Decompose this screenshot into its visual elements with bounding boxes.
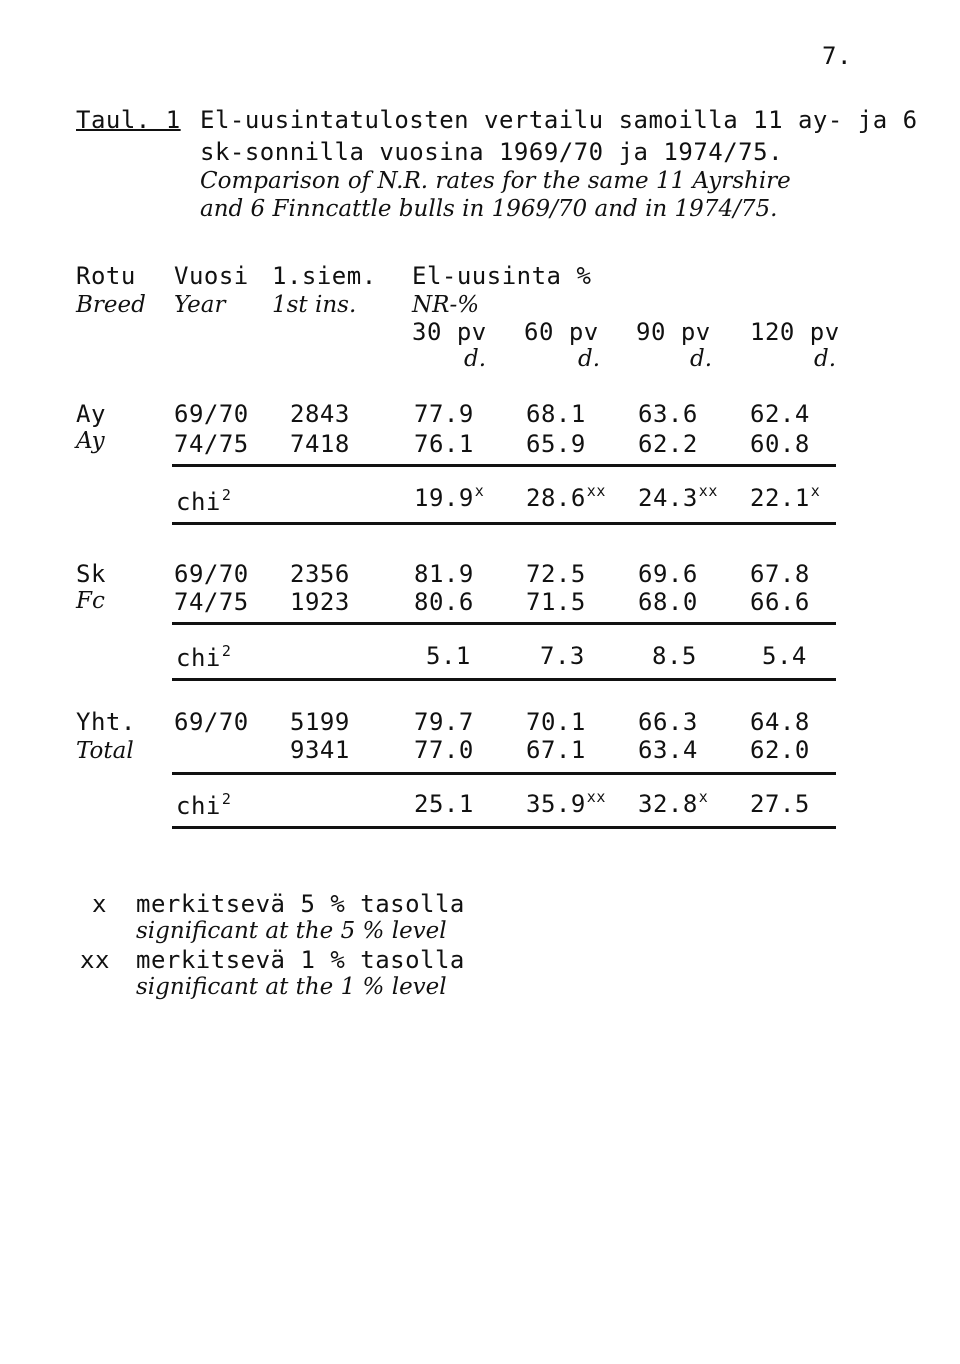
chi-square-value: 27.5 [750,790,810,818]
header-unit-120: d. [814,346,837,372]
table-cell-value: 66.3 [638,708,698,736]
chi-square-label: chi$^2$ [176,790,232,820]
table-rule [172,464,836,467]
table-cell-ins: 7418 [290,430,350,458]
header-unit-60: d. [578,346,601,372]
table-cell-value: 72.5 [526,560,586,588]
table-cell-year: 69/70 [174,560,249,588]
chi-square-value: 28.6$^{xx}$ [526,482,606,512]
table-cell-year: 74/75 [174,588,249,616]
table-rule [172,622,836,625]
table-cell-value: 62.2 [638,430,698,458]
caption-en-line2: and 6 Finncattle bulls in 1969/70 and in 1974/75. [200,196,778,222]
chi-square-value: 19.9$^x$ [414,482,485,512]
table-cell-year: 69/70 [174,708,249,736]
table-cell-ins: 5199 [290,708,350,736]
chi-square-value: 24.3$^{xx}$ [638,482,718,512]
header-period-120: 120 pv [750,318,840,346]
table-cell-value: 80.6 [414,588,474,616]
chi-square-value: 5.4 [762,642,807,670]
table-cell-value: 62.4 [750,400,810,428]
header-unit-90: d. [690,346,713,372]
group-sk-breed-en: Fc [76,588,105,614]
table-rule [172,772,836,775]
page-number: 7. [822,42,852,70]
caption-fi-line1: El-uusintatulosten vertailu samoilla 11 ay- ja 6 [200,106,918,134]
header-unit-30: d. [464,346,487,372]
table-cell-value: 65.9 [526,430,586,458]
chi-square-value: 25.1 [414,790,474,818]
header-ins-en: 1st ins. [272,292,357,318]
table-cell-ins: 2356 [290,560,350,588]
header-period-30: 30 pv [412,318,487,346]
chi-square-value: 32.8$^x$ [638,788,709,818]
table-cell-value: 68.1 [526,400,586,428]
table-rule [172,522,836,525]
group-sk-breed-fi: Sk [76,560,106,588]
footnote-fi: merkitsevä 1 % tasolla [136,946,465,974]
table-cell-value: 66.6 [750,588,810,616]
table-rule [172,826,836,829]
table-cell-ins: 2843 [290,400,350,428]
table-cell-value: 71.5 [526,588,586,616]
table-cell-value: 76.1 [414,430,474,458]
header-breed-en: Breed [76,292,146,318]
table-cell-value: 63.6 [638,400,698,428]
header-nr-fi: El-uusinta % [412,262,592,290]
table-cell-value: 68.0 [638,588,698,616]
table-cell-ins: 1923 [290,588,350,616]
header-ins-fi: 1.siem. [272,262,377,290]
table-cell-value: 69.6 [638,560,698,588]
table-cell-value: 67.8 [750,560,810,588]
header-period-60: 60 pv [524,318,599,346]
chi-square-label: chi$^2$ [176,486,232,516]
chi-square-value: 22.1$^x$ [750,482,821,512]
table-label: Taul. 1 [76,106,181,134]
table-cell-value: 77.9 [414,400,474,428]
table-cell-value: 70.1 [526,708,586,736]
footnote-en: significant at the 1 % level [136,974,447,1000]
group-total-breed-fi: Yht. [76,708,136,736]
header-nr-en: NR-% [412,292,480,318]
table-cell-value: 67.1 [526,736,586,764]
table-cell-ins: 9341 [290,736,350,764]
footnote-fi: merkitsevä 5 % tasolla [136,890,465,918]
group-ay-breed-fi: Ay [76,400,106,428]
table-cell-value: 60.8 [750,430,810,458]
footnote-en: significant at the 5 % level [136,918,447,944]
caption-en-line1: Comparison of N.R. rates for the same 11 Ayrshire [200,168,791,194]
chi-square-value: 35.9$^{xx}$ [526,788,606,818]
table-cell-year: 69/70 [174,400,249,428]
footnote-symbol: xx [80,946,110,974]
header-period-90: 90 pv [636,318,711,346]
table-cell-year: 74/75 [174,430,249,458]
table-cell-value: 79.7 [414,708,474,736]
header-breed-fi: Rotu [76,262,136,290]
group-ay-breed-en: Ay [76,428,105,454]
caption-fi-line2: sk-sonnilla vuosina 1969/70 ja 1974/75. [200,138,784,166]
chi-square-value: 7.3 [540,642,585,670]
chi-square-label: chi$^2$ [176,642,232,672]
table-cell-value: 64.8 [750,708,810,736]
footnote-symbol: x [92,890,107,918]
chi-square-value: 5.1 [426,642,471,670]
table-rule [172,678,836,681]
table-cell-value: 62.0 [750,736,810,764]
table-cell-value: 63.4 [638,736,698,764]
header-year-en: Year [174,292,226,318]
table-cell-value: 77.0 [414,736,474,764]
group-total-breed-en: Total [76,738,134,764]
chi-square-value: 8.5 [652,642,697,670]
table-cell-value: 81.9 [414,560,474,588]
header-year-fi: Vuosi [174,262,249,290]
